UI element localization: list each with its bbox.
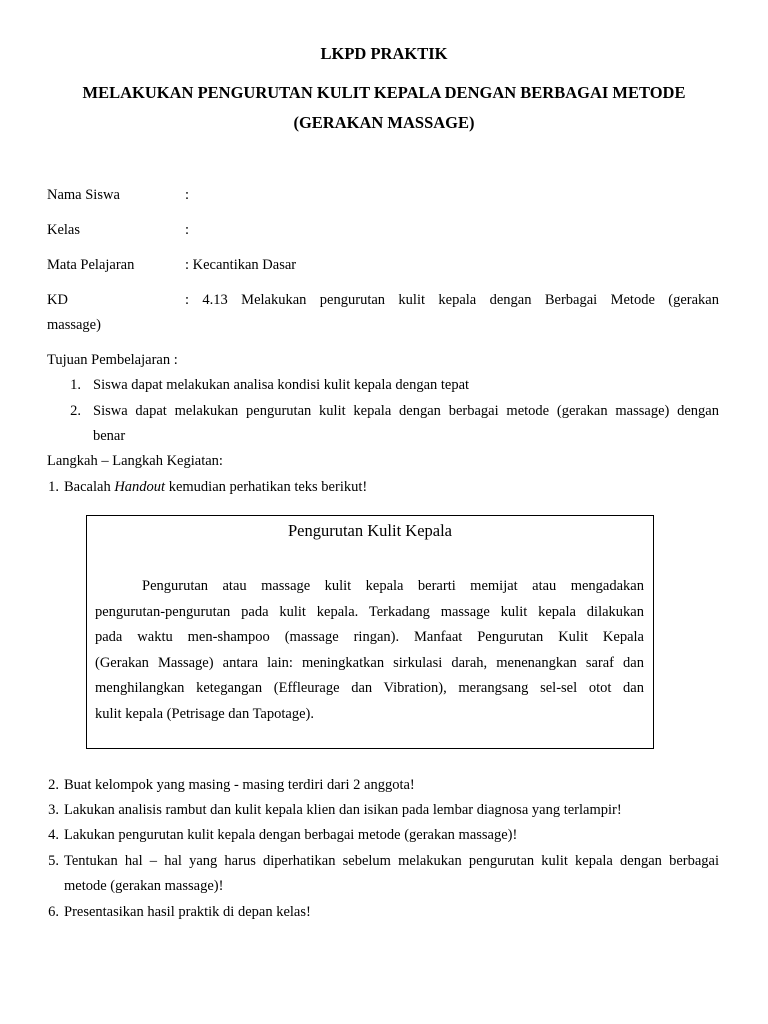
tujuan-label: Tujuan Pembelajaran : — [47, 352, 178, 368]
page-subtitle-line2: (GERAKAN MASSAGE) — [293, 113, 475, 132]
step-text-continuation: metode (gerakan massage)! — [64, 878, 224, 894]
field-value-nama: : — [185, 187, 190, 203]
handout-box — [86, 515, 654, 749]
step-number: 6. — [48, 904, 59, 920]
tujuan-item-continuation: benar — [93, 428, 126, 444]
handout-line: Pengurutan atau massage kulit kepala berarti memijat atau mengadakan — [142, 578, 644, 594]
field-label-kelas: Kelas — [47, 222, 81, 238]
tujuan-item-number: 2. — [70, 403, 81, 419]
step-1-text — [64, 479, 367, 496]
field-value-kd-line2: massage) — [47, 317, 101, 333]
handout-line: pada waktu men-shampoo (massage ringan). Manfaat Pengurutan Kulit Kepala — [95, 629, 644, 645]
step-text: Tentukan hal – hal yang harus diperhatikan sebelum melakukan pengurutan kulit kepala dengan berbagai — [64, 853, 719, 869]
step-1-pre: Bacalah — [64, 479, 115, 495]
langkah-label: Langkah – Langkah Kegiatan: — [47, 453, 223, 469]
handout-line: pengurutan-pengurutan pada kulit kepala. Terkadang massage kulit kepala dilakukan — [95, 604, 644, 620]
step-number: 3. — [48, 802, 59, 818]
step-number: 4. — [48, 827, 59, 843]
page-subtitle-line1: MELAKUKAN PENGURUTAN KULIT KEPALA DENGAN BERBAGAI METODE — [82, 83, 686, 102]
tujuan-item-number: 1. — [70, 377, 81, 393]
tujuan-item: Siswa dapat melakukan pengurutan kulit kepala dengan berbagai metode (gerakan massage) dengan — [93, 403, 719, 419]
step-number: 2. — [48, 777, 59, 793]
step-text: Buat kelompok yang masing - masing terdiri dari 2 anggota! — [64, 777, 415, 793]
step-1-post: kemudian perhatikan teks berikut! — [165, 479, 368, 495]
page-title: LKPD PRAKTIK — [320, 44, 448, 63]
field-value-kd-line1: : 4.13 Melakukan pengurutan kulit kepala dengan Berbagai Metode (gerakan — [185, 292, 719, 308]
step-text: Lakukan pengurutan kulit kepala dengan berbagai metode (gerakan massage)! — [64, 827, 518, 843]
step-1-italic: Handout — [114, 479, 166, 495]
field-label-mapel: Mata Pelajaran — [47, 257, 135, 273]
field-value-kelas: : — [185, 222, 190, 238]
step-number: 5. — [48, 853, 59, 869]
handout-line: menghilangkan ketegangan (Effleurage dan Vibration), merangsang sel-sel otot dan — [95, 680, 644, 696]
step-text: Lakukan analisis rambut dan kulit kepala klien dan isikan pada lembar diagnosa yang terlampir! — [64, 802, 622, 818]
field-label-nama: Nama Siswa — [47, 187, 120, 203]
handout-title: Pengurutan Kulit Kepala — [287, 521, 453, 540]
field-label-kd: KD — [47, 292, 68, 308]
handout-line: kulit kepala (Petrisage dan Tapotage). — [95, 706, 314, 722]
tujuan-item: Siswa dapat melakukan analisa kondisi kulit kepala dengan tepat — [93, 377, 470, 393]
step-text: Presentasikan hasil praktik di depan kelas! — [64, 904, 311, 920]
step-number: 1. — [48, 479, 59, 495]
field-value-mapel: : Kecantikan Dasar — [185, 257, 297, 273]
handout-line: (Gerakan Massage) antara lain: meningkatkan sirkulasi darah, menenangkan saraf dan — [95, 655, 644, 671]
